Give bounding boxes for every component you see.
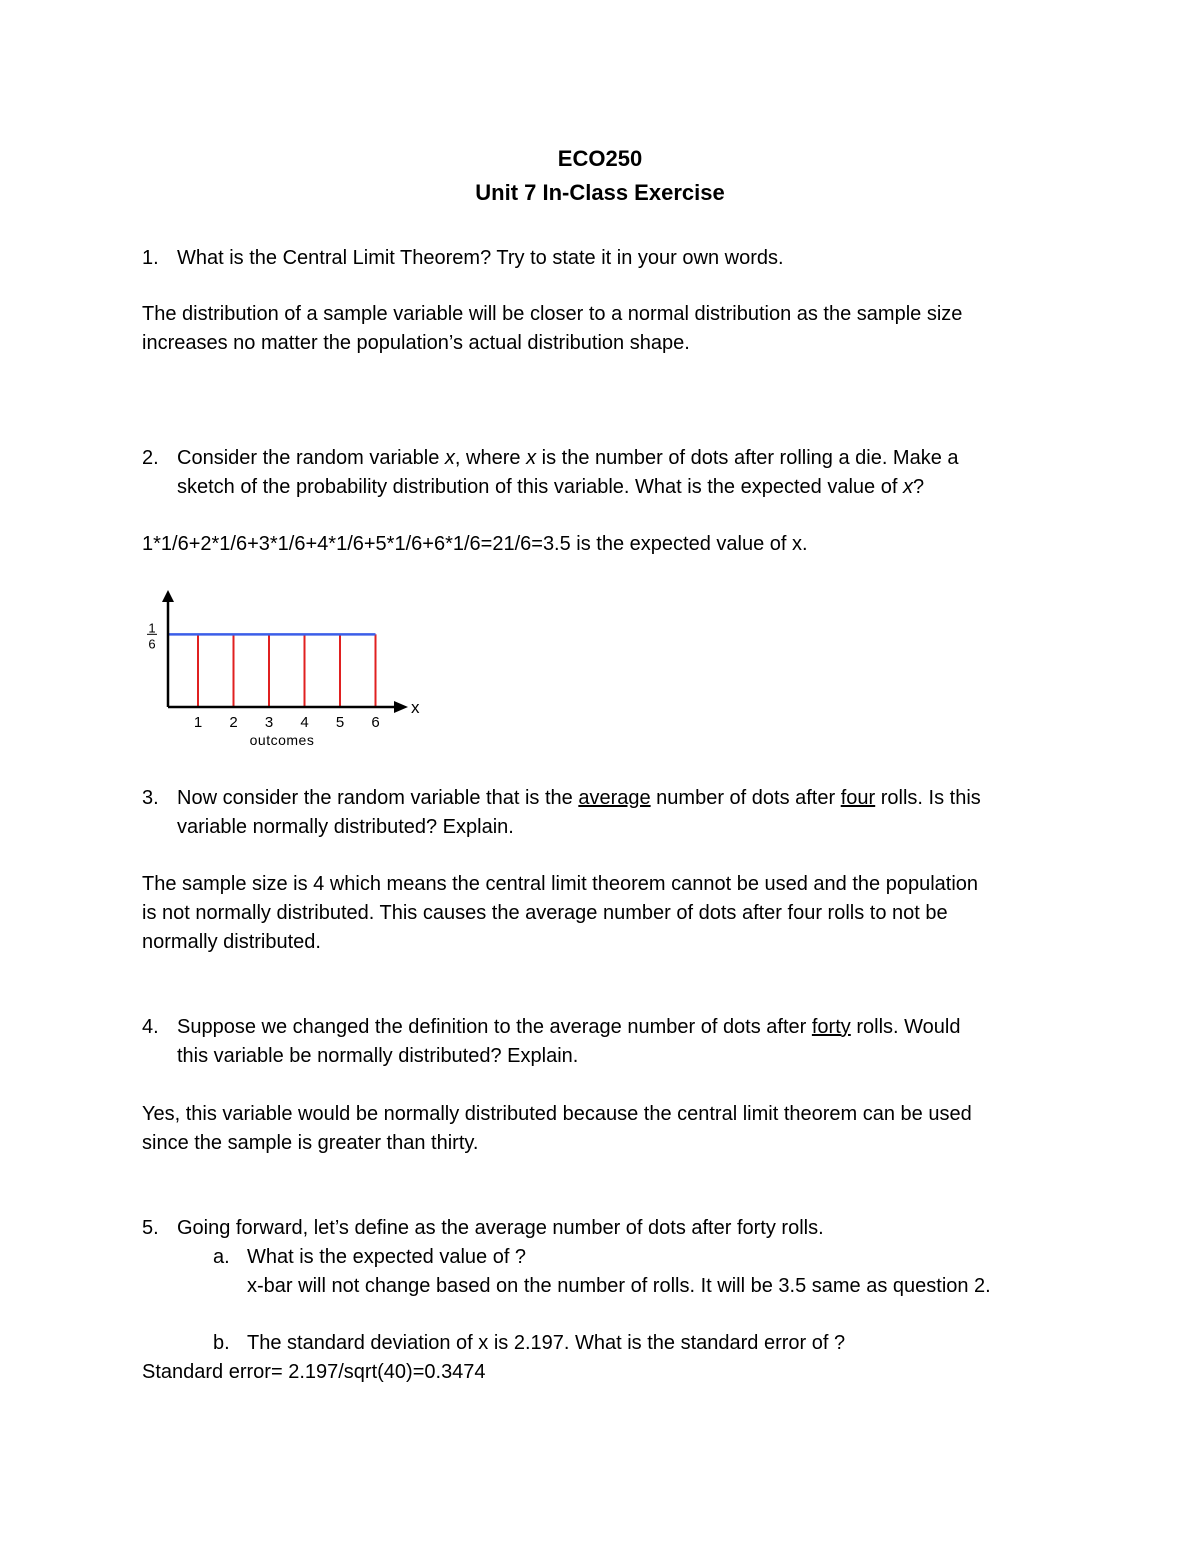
q1-answer-line2: increases no matter the population’s actual distribution shape. (142, 332, 690, 354)
q2-question-line2: sketch of the probability distribution of this variable. What is the expected value of x? (177, 476, 925, 498)
q1-answer-line1: The distribution of a sample variable will be closer to a normal distribution as the sample size (142, 303, 963, 325)
tick-label-6: 6 (371, 714, 380, 731)
q1-question: What is the Central Limit Theorem? Try to state it in your own words. (177, 247, 784, 269)
q2-number: 2. (142, 447, 159, 469)
underlined-average: average (578, 787, 651, 809)
q2-question-line1: Consider the random variable x, where x is the number of dots after rolling a die. Make a (177, 447, 959, 469)
probability-distribution-chart (130, 580, 440, 755)
q5-intro: Going forward, let’s define as the average number of dots after forty rolls. (177, 1217, 824, 1239)
x-axis-arrow (394, 701, 408, 713)
q1-number: 1. (142, 247, 159, 269)
tick-label-5: 5 (335, 714, 345, 731)
q3-answer-line3: normally distributed. (142, 931, 321, 953)
tick-label-1: 1 (193, 714, 203, 731)
y-axis-arrow (162, 590, 174, 602)
q5-number: 5. (142, 1217, 159, 1239)
q3-question-line2: variable normally distributed? Explain. (177, 816, 514, 838)
x-axis-variable: x (411, 698, 420, 717)
tick-label-4: 4 (300, 714, 309, 731)
q5a-question: What is the expected value of ? (247, 1246, 527, 1268)
y-axis-fraction-label (147, 620, 157, 651)
q4-question-line2: this variable be normally distributed? Explain. (177, 1045, 579, 1067)
y-label-numerator: 1 (148, 620, 156, 636)
q4-answer-line1: Yes, this variable would be normally distributed because the central limit theorem can be used (142, 1103, 972, 1125)
q2-answer: 1*1/6+2*1/6+3*1/6+4*1/6+5*1/6+6*1/6=21/6=3.5 is the expected value of x. (142, 533, 808, 555)
tick-label-2: 2 (229, 714, 238, 731)
q3-answer-line2: is not normally distributed. This causes the average number of dots after four rolls to not be (142, 902, 948, 924)
course-code: ECO250 (557, 146, 643, 171)
q5a-label: a. (213, 1246, 230, 1268)
q3-number: 3. (142, 787, 159, 809)
q4-answer-line2: since the sample is greater than thirty. (142, 1132, 479, 1154)
q5a-answer: x-bar will not change based on the number of rolls. It will be 3.5 same as question 2. (247, 1275, 991, 1297)
q5b-answer: Standard error= 2.197/sqrt(40)=0.3474 (142, 1361, 486, 1383)
underlined-four: four (840, 787, 876, 809)
q3-question-line1: Now consider the random variable that is the average number of dots after four rolls. Is this (177, 787, 981, 809)
q4-number: 4. (142, 1016, 159, 1038)
q3-answer-line1: The sample size is 4 which means the central limit theorem cannot be used and the population (142, 873, 979, 895)
underlined-forty: forty (811, 1016, 851, 1038)
q5b-question: The standard deviation of x is 2.197. What is the standard error of ? (247, 1332, 846, 1354)
tick-label-3: 3 (264, 714, 274, 731)
x-axis-label: outcomes (249, 732, 315, 748)
y-label-denominator: 6 (148, 636, 156, 652)
page-title: Unit 7 In-Class Exercise (475, 180, 725, 205)
q5b-label: b. (213, 1332, 230, 1354)
q4-question-line1: Suppose we changed the definition to the average number of dots after forty rolls. Would (177, 1016, 961, 1038)
